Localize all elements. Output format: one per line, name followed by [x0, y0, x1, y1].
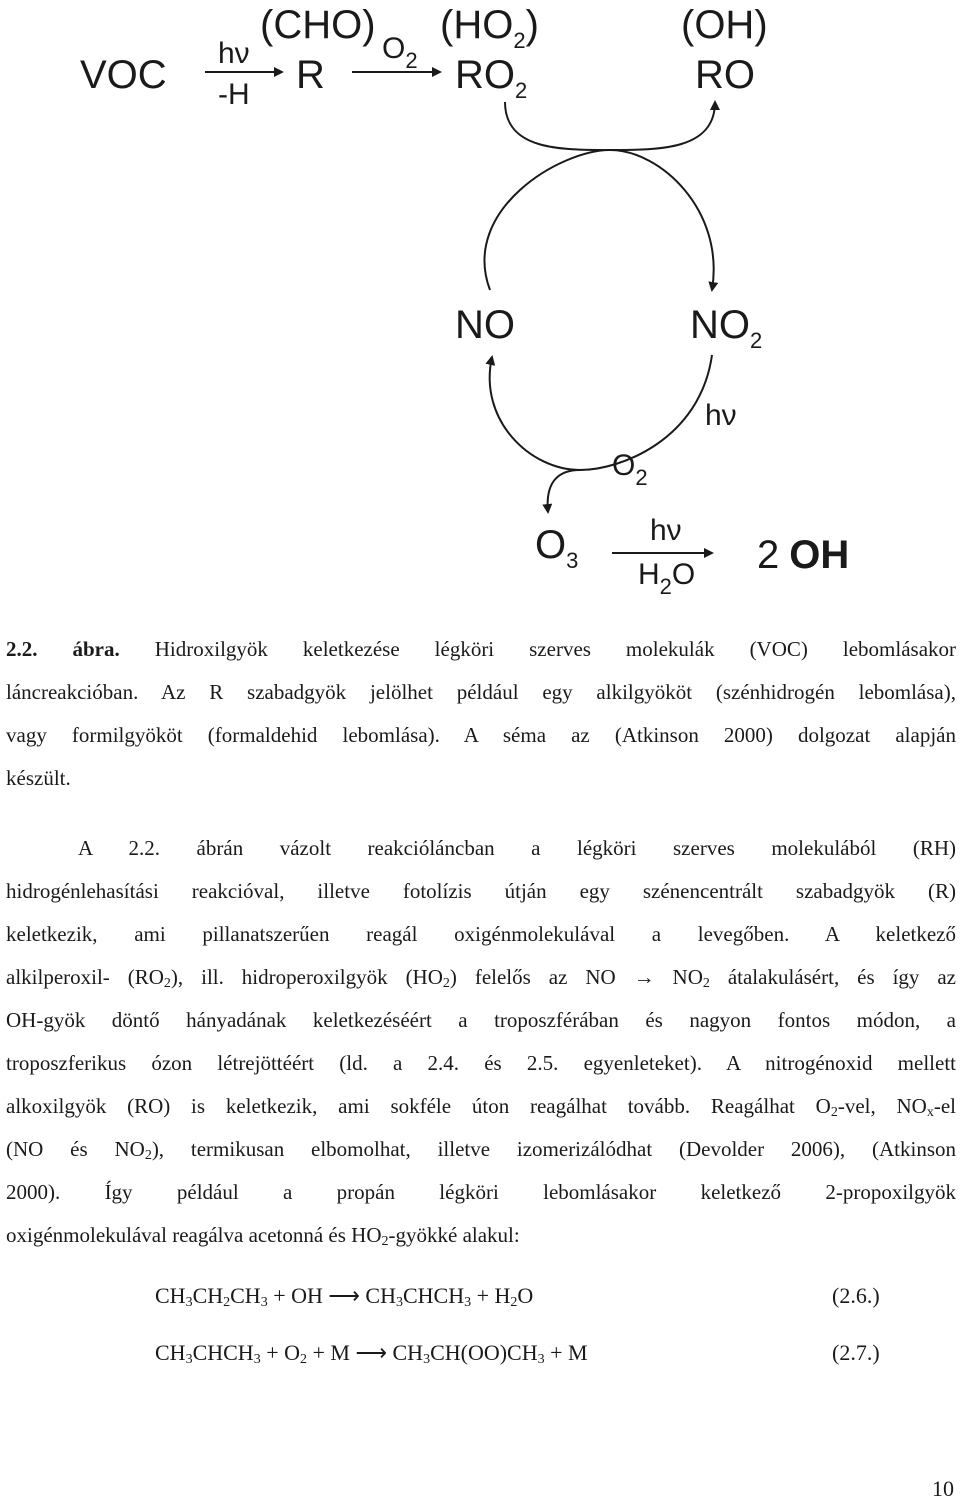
ro-label: RO — [695, 53, 755, 97]
body-line-5: OH-gyök döntő hányadának keletkezéséért a troposzférában és nagyon fontos módon, a — [6, 1008, 956, 1032]
caption-line-3: vagy formilgyököt (formaldehid lebomlása). A séma az (Atkinson 2000) dolgozat alapján — [6, 723, 956, 747]
arrow-to-o3 — [548, 470, 580, 512]
arc-no2-to-no — [490, 355, 712, 470]
body-line-8: (NO és $NO_2$), termikusan elbomolhat, illetve izomerizálódhat (Devolder 2006), (Atkinson — [6, 1137, 957, 1163]
body-line-9: 2000). Így például a propán légköri lebomlásakor keletkező 2-propoxilgyök — [6, 1180, 956, 1204]
hv-label-3: hν — [650, 514, 682, 547]
arc-ro2-to-ro — [505, 102, 715, 150]
equation-number-2-7: (2.7.) — [832, 1340, 880, 1365]
reaction-scheme-diagram — [0, 0, 960, 610]
arc-no-to-no2 — [484, 150, 713, 290]
minus-h-label: -H — [218, 78, 250, 111]
body-line-7: alkoxilgyök (RO) is keletkezik, ami sokféle úton reagálhat tovább. Reagálhat $O_2$-vel, $NO_x-el$ — [6, 1094, 956, 1120]
hv-label-1: hν — [218, 37, 250, 70]
body-line-6: troposzferikus ózon létrejöttéért (ld. a 2.4. és 2.5. egyenleteket). A nitrogénoxid mellett — [6, 1051, 956, 1075]
voc-label: VOC — [80, 53, 167, 97]
caption-line-1: 2.2. ábra. Hidroxilgyök keletkezése légköri szerves molekulák (VOC) lebomlásakor — [6, 637, 957, 661]
caption-line-2: láncreakcióban. Az R szabadgyök jelölhet például egy alkilgyököt (szénhidrogén lebomlása), — [6, 680, 956, 704]
equation-number-2-6: (2.6.) — [832, 1283, 880, 1308]
page-number: 10 — [932, 1476, 954, 1501]
caption-label: 2.2. ábra. — [6, 637, 120, 661]
h2o-label: $H_2O$ — [638, 558, 696, 599]
body-line-10: oxigénmolekulával reagálva acetonná és $HO_2$-gyökké alakul: — [6, 1223, 520, 1249]
o2-label-2: $O_2$ — [612, 449, 648, 490]
two-oh-label: 2 OH — [757, 533, 850, 577]
equation-2-7: $CH_3CHCH_3 + O_2 + M$ ⟶ $CH_3CH(OO)CH_3 + M$ — [155, 1340, 588, 1367]
body-line-1: A 2.2. ábrán vázolt reakcióláncban a légköri szerves molekulából (RH) — [78, 836, 956, 860]
cho-label: (CHO) — [260, 3, 376, 47]
hv-label-2: hν — [705, 399, 737, 432]
ho2-label: $(HO_2)$ — [440, 3, 539, 53]
r-label: R — [296, 53, 325, 97]
o3-label: $O_3$ — [535, 523, 579, 573]
body-line-2: hidrogénlehasítási reakcióval, illetve fotolízis útján egy szénencentrált szabadgyök (R) — [6, 879, 956, 903]
equation-2-6: $CH_3CH_2CH_3$ + OH ⟶ $CH_3CHCH_3 + H_2O$ — [155, 1283, 534, 1310]
no2-label: $NO_2$ — [690, 303, 763, 353]
body-line-3: keletkezik, ami pillanatszerűen reagál oxigénmolekulával a levegőben. A keletkező — [6, 922, 956, 946]
ro2-label: $RO_2$ — [455, 53, 528, 103]
oh-paren-label: (OH) — [681, 3, 768, 47]
caption-line-4: készült. — [6, 766, 71, 790]
o2-label-1: $O_2$ — [382, 32, 418, 73]
body-line-4: alkilperoxil- $(RO_2)$, ill. hidroperoxilgyök $(HO_2)$ felelős az NO → $NO_2$ átalakulásért, és így az — [6, 965, 956, 991]
no-label: NO — [455, 303, 515, 347]
